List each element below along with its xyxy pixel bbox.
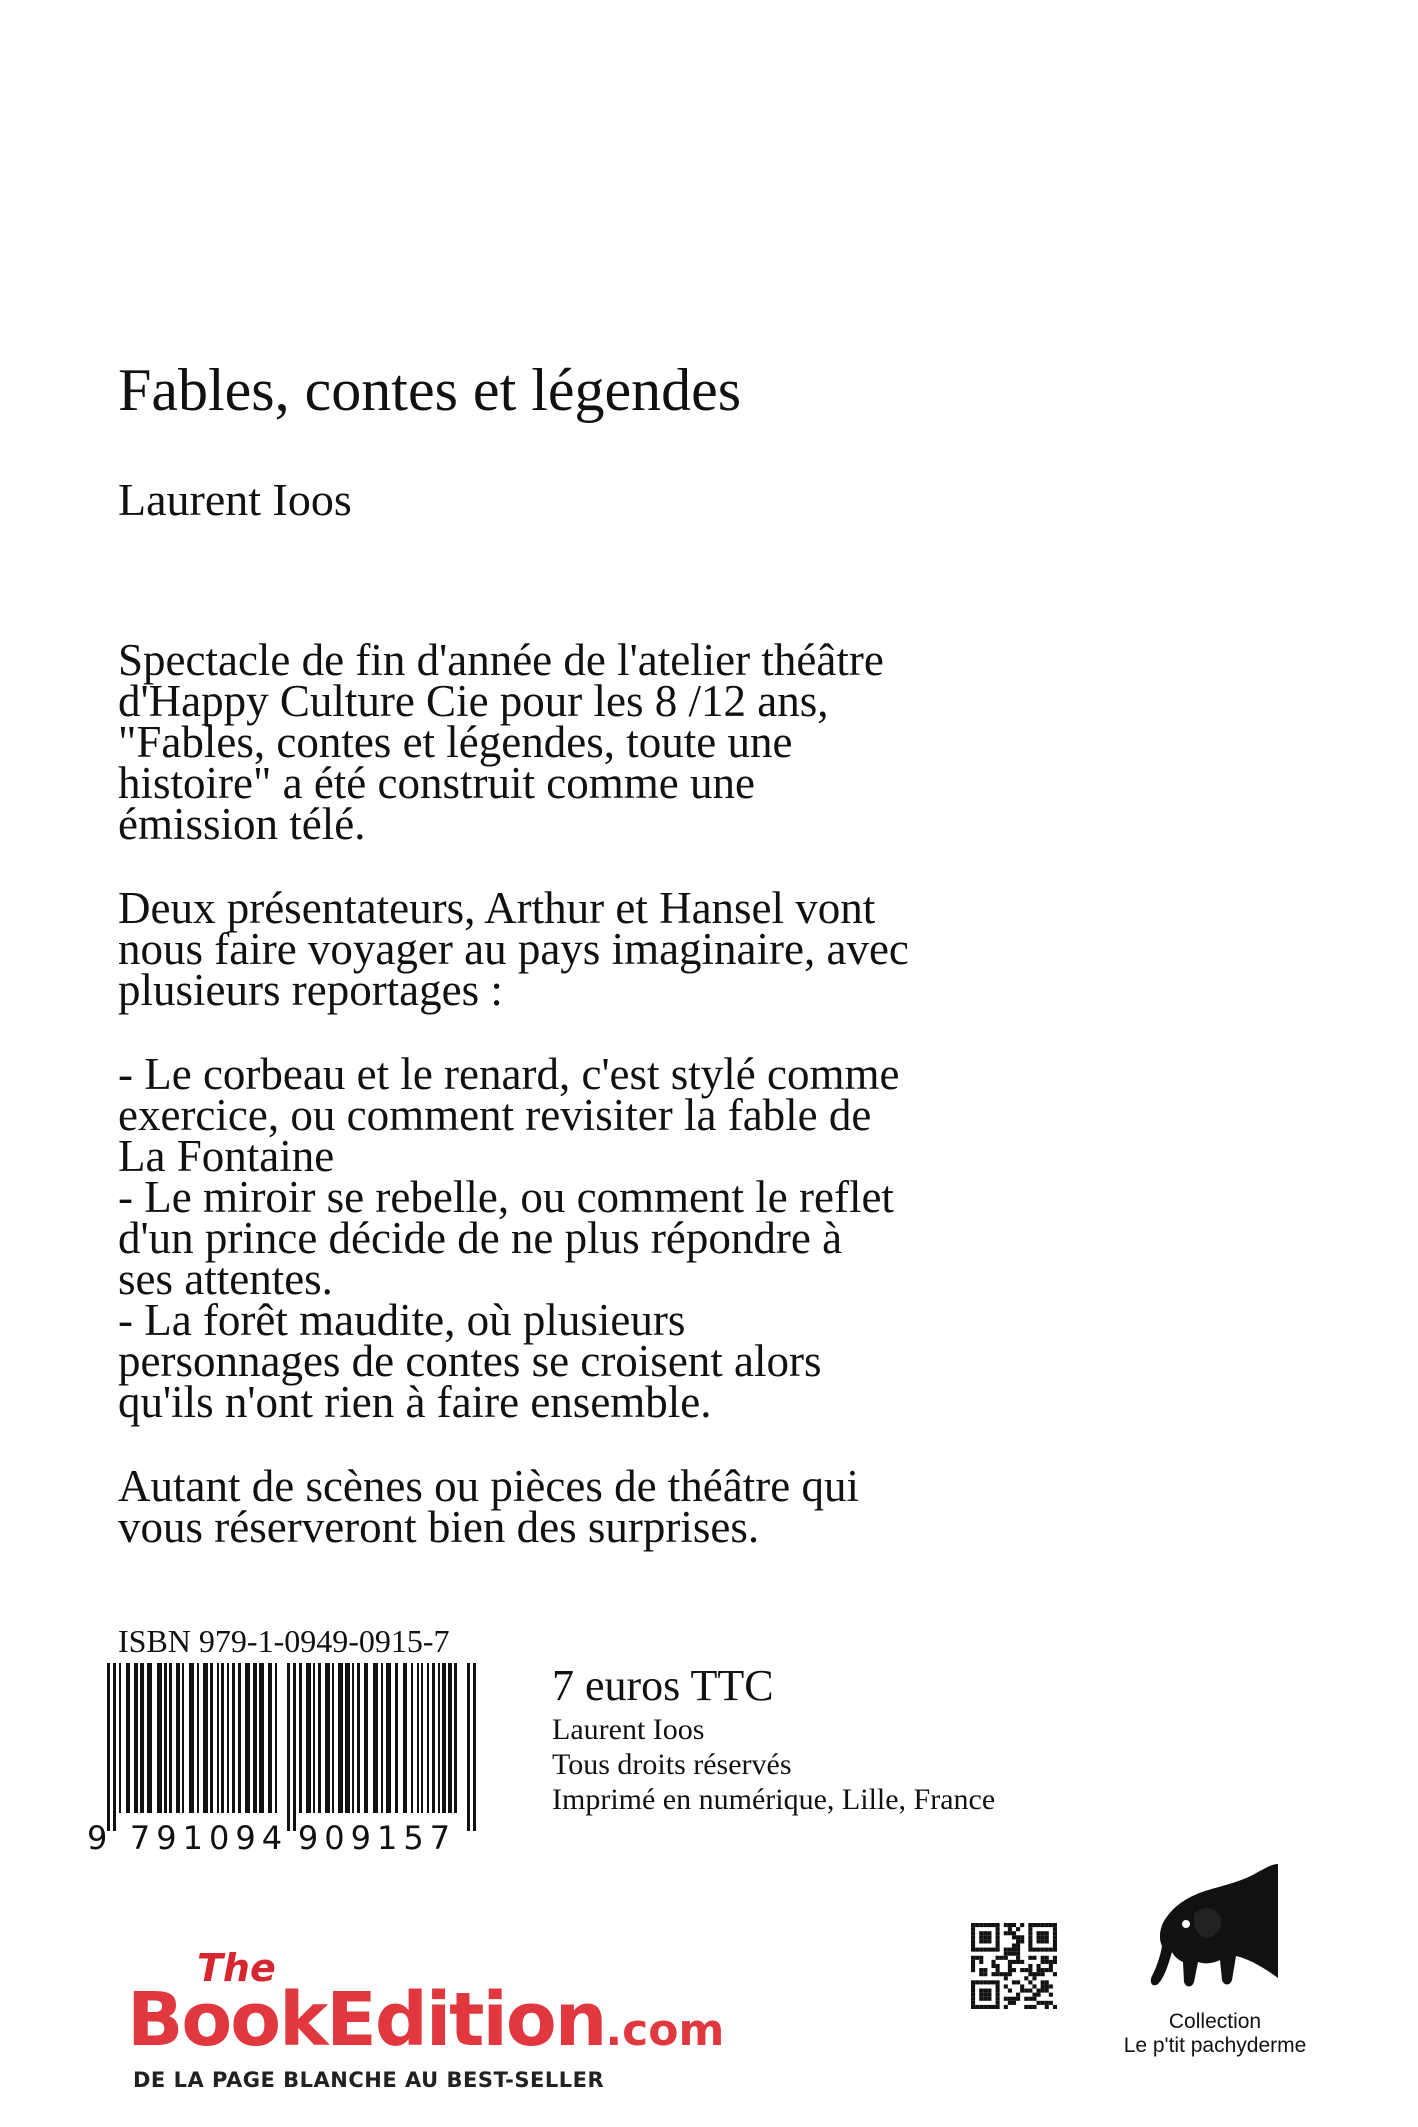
barcode-digit-prefix: 9 [87,1819,108,1853]
barcode-digits-left: 791094 [129,1819,289,1853]
blurb-line: ses attentes. [118,1254,333,1304]
blurb-line: nous faire voyager au pays imaginaire, avec [118,924,909,974]
blurb-paragraph-2 [118,883,1128,1015]
barcode-digits-right: 909157 [297,1819,457,1853]
qr-code-icon [971,1923,1057,2009]
blurb-paragraph-4 [118,1461,1128,1552]
blurb-line: d'Happy Culture Cie pour les 8 /12 ans, [118,676,829,726]
logo-domain: .com [605,2005,725,2056]
print-notice: Imprimé en numérique, Lille, France [552,1783,996,1816]
blurb-line: exercice, ou comment revisiter la fable de [118,1090,872,1140]
isbn-label: ISBN 979-1-0949-0915-7 [118,1623,450,1659]
rights-notice: Tous droits réservés [552,1748,792,1781]
blurb-line: plusieurs reportages : [118,965,503,1015]
blurb-line: - Le miroir se rebelle, ou comment le reflet [118,1172,894,1222]
barcode [83,1663,493,1853]
blurb-line: Deux présentateurs, Arthur et Hansel vont [118,883,876,933]
logo-wordmark [127,1977,725,2071]
logo-tagline: DE LA PAGE BLANCHE AU BEST-SELLER [133,2068,605,2092]
logo-name: BookEdition [127,1977,606,2063]
blurb-line: Spectacle de fin d'année de l'atelier théâtre [118,635,884,685]
bookedition-logo [127,1946,727,2100]
elephant-icon [1150,1862,1280,2012]
price-block [552,1660,995,1817]
book-author: Laurent Ioos [118,474,352,525]
blurb-line: histoire" a été construit comme une [118,758,755,808]
collection-line-1: Collection [1168,2010,1262,2033]
blurb-line: La Fontaine [118,1131,335,1181]
book-title: Fables, contes et légendes [118,357,742,423]
blurb-line: personnages de contes se croisent alors [118,1336,822,1386]
blurb-line: d'un prince décide de ne plus répondre à [118,1213,843,1263]
blurb-line: - Le corbeau et le renard, c'est stylé comme [118,1049,900,1099]
blurb-paragraph-1 [118,635,1128,849]
blurb-line: - La forêt maudite, où plusieurs [118,1295,686,1345]
blurb-line: Autant de scènes ou pièces de théâtre qui [118,1461,859,1511]
blurb-line: vous réserveront bien des surprises. [118,1502,760,1552]
price: 7 euros TTC [552,1661,774,1710]
blurb-line: émission télé. [118,799,366,849]
blurb-line: qu'ils n'ont rien à faire ensemble. [118,1377,712,1427]
blurb [118,635,1128,1591]
blurb-paragraph-3 [118,1049,1128,1427]
collection-label [1110,2010,1320,2058]
copyright-author: Laurent Ioos [552,1713,705,1746]
logo-the: The [197,1946,276,1990]
collection-name: Le p'tit pachyderme [1123,2034,1307,2057]
blurb-line: "Fables, contes et légendes, toute une [118,717,793,767]
